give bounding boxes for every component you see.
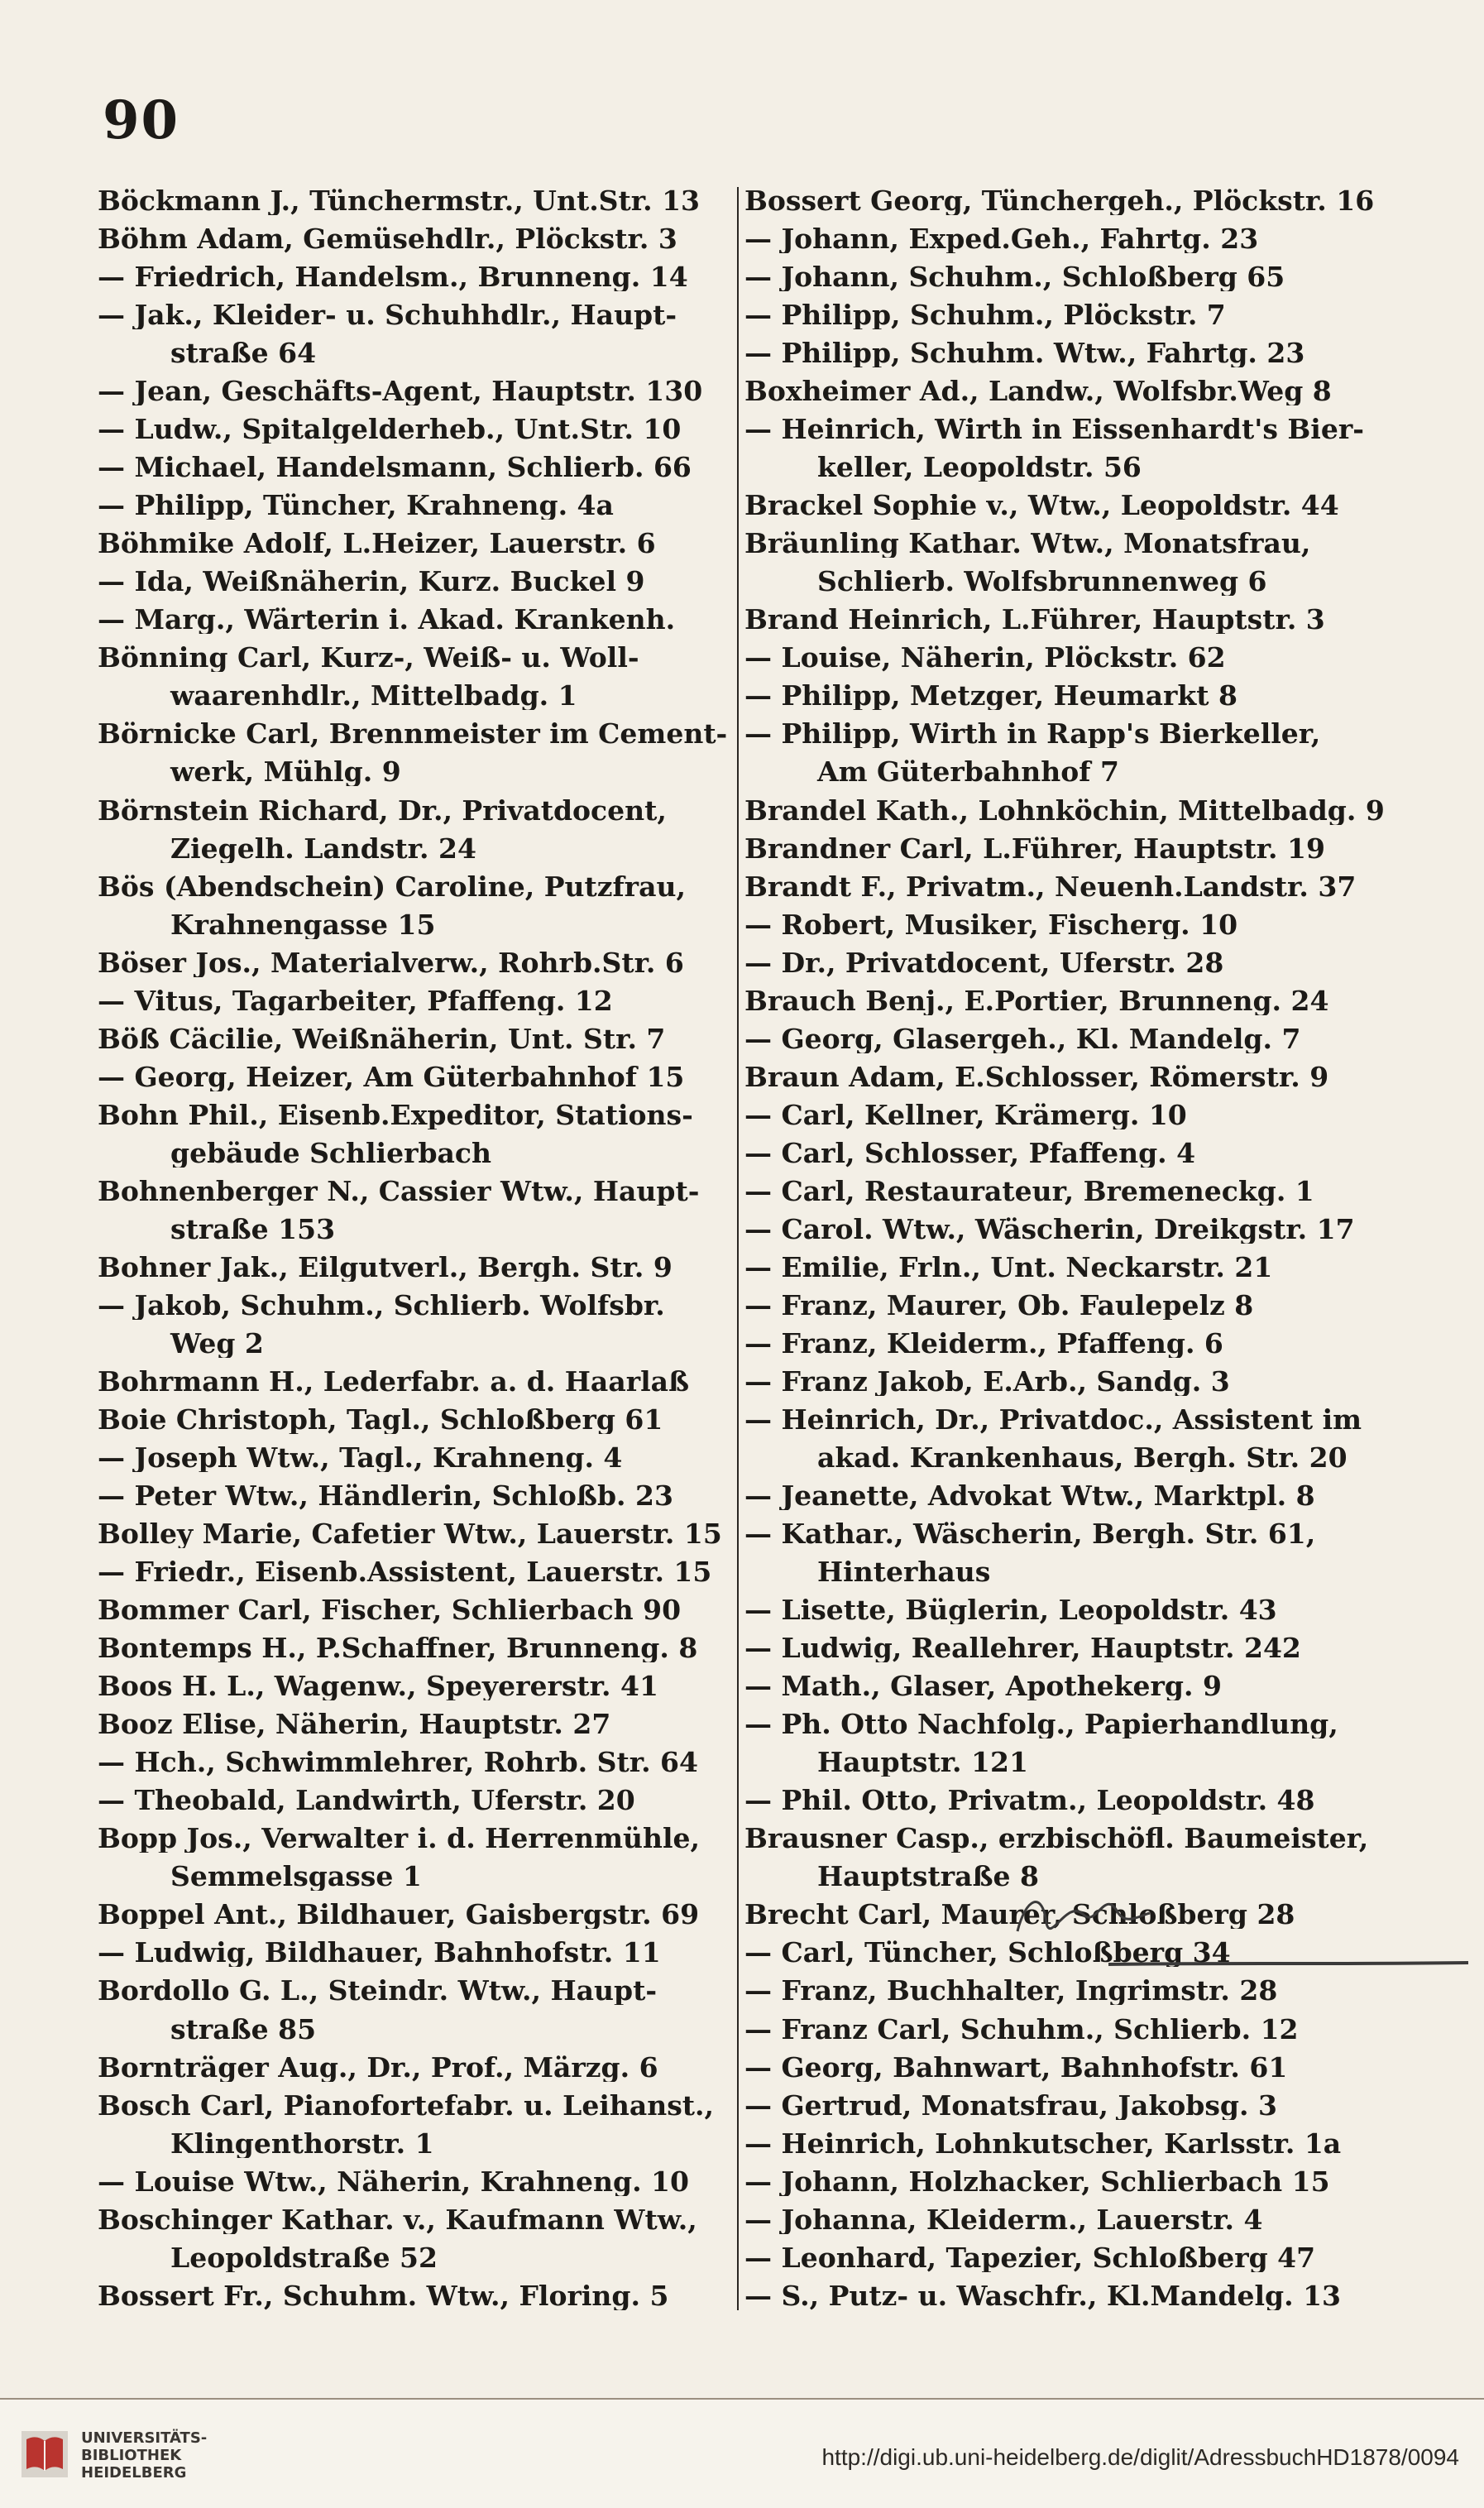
directory-entry: Brandner Carl, L.Führer, Hauptstr. 19 <box>744 834 1325 863</box>
directory-entry: — Jeanette, Advokat Wtw., Marktpl. 8 <box>744 1482 1315 1511</box>
directory-entry: Böhmike Adolf, L.Heizer, Lauerstr. 6 <box>98 530 656 559</box>
directory-entry-continuation: straße 64 <box>170 339 317 368</box>
directory-entry: — Emilie, Frln., Unt. Neckarstr. 21 <box>744 1253 1273 1282</box>
directory-entry: Böhm Adam, Gemüsehdlr., Plöckstr. 3 <box>98 225 677 254</box>
directory-entry: — Friedrich, Handelsm., Brunneng. 14 <box>98 263 688 292</box>
directory-entry: — Heinrich, Lohnkutscher, Karlsstr. 1a <box>744 2129 1342 2158</box>
directory-entry: Bohrmann H., Lederfabr. a. d. Haarlaß <box>98 1367 690 1396</box>
directory-entry-continuation: Hinterhaus <box>817 1558 991 1587</box>
directory-entry: Bohnenberger N., Cassier Wtw., Haupt- <box>98 1177 700 1206</box>
directory-entry: Böß Cäcilie, Weißnäherin, Unt. Str. 7 <box>98 1024 666 1053</box>
library-logo-icon <box>22 2431 68 2477</box>
directory-entry-continuation: Weg 2 <box>170 1329 264 1358</box>
directory-entry: — Dr., Privatdocent, Uferstr. 28 <box>744 948 1224 977</box>
directory-entry: Börnstein Richard, Dr., Privatdocent, <box>98 796 667 825</box>
directory-entry: Bossert Fr., Schuhm. Wtw., Floring. 5 <box>98 2281 669 2310</box>
directory-entry-continuation: Hauptstr. 121 <box>817 1748 1028 1777</box>
directory-entry: — Leonhard, Tapezier, Schloßberg 47 <box>744 2243 1316 2272</box>
directory-entry: Brandt F., Privatm., Neuenh.Landstr. 37 <box>744 872 1357 901</box>
right-column <box>744 187 1385 2310</box>
directory-entry: — Johann, Holzhacker, Schlierbach 15 <box>744 2167 1330 2196</box>
directory-entry: — Philipp, Schuhm., Plöckstr. 7 <box>744 301 1226 330</box>
page-number: 90 <box>103 89 180 151</box>
directory-entry: Bönning Carl, Kurz-, Weiß- u. Woll- <box>98 644 639 673</box>
directory-entry: — Friedr., Eisenb.Assistent, Lauerstr. 15 <box>98 1558 712 1587</box>
directory-entry-continuation: waarenhdlr., Mittelbadg. 1 <box>170 682 577 711</box>
column-divider <box>737 187 739 2310</box>
directory-entry: — Vitus, Tagarbeiter, Pfaffeng. 12 <box>98 986 613 1015</box>
directory-entry: — Franz Jakob, E.Arb., Sandg. 3 <box>744 1367 1230 1396</box>
directory-entry: Bordollo G. L., Steindr. Wtw., Haupt- <box>98 1977 658 2006</box>
directory-entry: — S., Putz- u. Waschfr., Kl.Mandelg. 13 <box>744 2281 1342 2310</box>
directory-entry: — Ludwig, Bildhauer, Bahnhofstr. 11 <box>98 1939 661 1968</box>
directory-entry: Boxheimer Ad., Landw., Wolfsbr.Weg 8 <box>744 377 1332 406</box>
directory-entry: — Carl, Tüncher, Schloßberg 34 <box>744 1939 1231 1968</box>
directory-entry: Bolley Marie, Cafetier Wtw., Lauerstr. 15 <box>98 1520 722 1549</box>
directory-entry: Booz Elise, Näherin, Hauptstr. 27 <box>98 1710 611 1739</box>
directory-entry-continuation: straße 153 <box>170 1215 336 1244</box>
directory-entry: — Jak., Kleider- u. Schuhhdlr., Haupt- <box>98 301 677 330</box>
directory-entry: — Philipp, Tüncher, Krahneng. 4a <box>98 492 614 520</box>
directory-entry: Boos H. L., Wagenw., Speyererstr. 41 <box>98 1672 658 1701</box>
directory-entry-continuation: straße 85 <box>170 2015 317 2044</box>
directory-entry-continuation: Schlierb. Wolfsbrunnenweg 6 <box>817 568 1267 597</box>
directory-entry: Brackel Sophie v., Wtw., Leopoldstr. 44 <box>744 492 1339 520</box>
directory-entry: Boppel Ant., Bildhauer, Gaisbergstr. 69 <box>98 1901 700 1930</box>
directory-entry: Bommer Carl, Fischer, Schlierbach 90 <box>98 1596 682 1625</box>
directory-entry-continuation: keller, Leopoldstr. 56 <box>817 453 1142 482</box>
directory-entry: — Philipp, Metzger, Heumarkt 8 <box>744 682 1237 711</box>
directory-entry: Brecht Carl, Maurer, Schloßberg 28 <box>744 1901 1295 1930</box>
directory-entry: — Hch., Schwimmlehrer, Rohrb. Str. 64 <box>98 1748 698 1777</box>
directory-entry-continuation: werk, Mühlg. 9 <box>170 758 401 787</box>
directory-entry: — Philipp, Schuhm. Wtw., Fahrtg. 23 <box>744 339 1305 368</box>
directory-entry: Brauch Benj., E.Portier, Brunneng. 24 <box>744 986 1329 1015</box>
directory-entry-continuation: Am Güterbahnhof 7 <box>817 758 1119 787</box>
directory-entry-continuation: gebäude Schlierbach <box>170 1139 491 1168</box>
directory-entry: — Peter Wtw., Händlerin, Schloßb. 23 <box>98 1482 673 1511</box>
directory-entry: Boie Christoph, Tagl., Schloßberg 61 <box>98 1406 663 1434</box>
directory-entry: — Georg, Glasergeh., Kl. Mandelg. 7 <box>744 1024 1301 1053</box>
left-column <box>98 187 733 2310</box>
directory-entry: Bornträger Aug., Dr., Prof., Märzg. 6 <box>98 2053 658 2082</box>
directory-entry: Brausner Casp., erzbischöfl. Baumeister, <box>744 1825 1369 1853</box>
directory-entry: Bohner Jak., Eilgutverl., Bergh. Str. 9 <box>98 1253 673 1282</box>
directory-entry-continuation: Leopoldstraße 52 <box>170 2243 438 2272</box>
directory-entry: — Phil. Otto, Privatm., Leopoldstr. 48 <box>744 1786 1315 1815</box>
directory-entry: — Ludw., Spitalgelderheb., Unt.Str. 10 <box>98 415 682 444</box>
footer <box>0 2398 1484 2508</box>
library-logo-text <box>81 2429 207 2482</box>
directory-entry: — Louise, Näherin, Plöckstr. 62 <box>744 644 1226 673</box>
directory-entry-continuation: Klingenthorstr. 1 <box>170 2129 434 2158</box>
directory-entry: — Ida, Weißnäherin, Kurz. Buckel 9 <box>98 568 645 597</box>
directory-entry: — Philipp, Wirth in Rapp's Bierkeller, <box>744 720 1321 749</box>
directory-entry: Bohn Phil., Eisenb.Expeditor, Stations- <box>98 1101 693 1129</box>
directory-entry-continuation: Ziegelh. Landstr. 24 <box>170 834 476 863</box>
directory-entry: — Kathar., Wäscherin, Bergh. Str. 61, <box>744 1520 1316 1549</box>
directory-entry: Bossert Georg, Tünchergeh., Plöckstr. 16 <box>744 187 1375 215</box>
directory-entry: — Lisette, Büglerin, Leopoldstr. 43 <box>744 1596 1277 1625</box>
directory-entry: — Georg, Bahnwart, Bahnhofstr. 61 <box>744 2053 1288 2082</box>
directory-entry: Braun Adam, E.Schlosser, Römerstr. 9 <box>744 1062 1329 1091</box>
directory-entry: — Michael, Handelsmann, Schlierb. 66 <box>98 453 692 482</box>
directory-entry: Bopp Jos., Verwalter i. d. Herrenmühle, <box>98 1825 701 1853</box>
directory-entry: — Marg., Wärterin i. Akad. Krankenh. <box>98 606 676 635</box>
directory-entry: — Ph. Otto Nachfolg., Papierhandlung, <box>744 1710 1338 1739</box>
directory-entry: — Carl, Kellner, Krämerg. 10 <box>744 1101 1187 1129</box>
directory-entry: Brandel Kath., Lohnköchin, Mittelbadg. 9 <box>744 796 1385 825</box>
directory-entry-continuation: akad. Krankenhaus, Bergh. Str. 20 <box>817 1444 1348 1473</box>
directory-entry: — Jean, Geschäfts-Agent, Hauptstr. 130 <box>98 377 703 406</box>
directory-entry: — Heinrich, Dr., Privatdoc., Assistent im <box>744 1406 1362 1434</box>
directory-entry-continuation: Semmelsgasse 1 <box>170 1863 422 1892</box>
logo-line-1: UNIVERSITÄTS- <box>81 2429 208 2447</box>
directory-entry: Böser Jos., Materialverw., Rohrb.Str. 6 <box>98 948 684 977</box>
directory-entry: — Gertrud, Monatsfrau, Jakobsg. 3 <box>744 2091 1277 2120</box>
directory-entry: — Franz, Kleiderm., Pfaffeng. 6 <box>744 1329 1223 1358</box>
pencil-annotation <box>1009 1865 1472 1973</box>
directory-entry: — Theobald, Landwirth, Uferstr. 20 <box>98 1786 635 1815</box>
directory-entry: Bosch Carl, Pianofortefabr. u. Leihanst., <box>98 2091 715 2120</box>
directory-entry: Boschinger Kathar. v., Kaufmann Wtw., <box>98 2205 697 2234</box>
directory-entry: Böckmann J., Tünchermstr., Unt.Str. 13 <box>98 187 701 215</box>
directory-entry: — Louise Wtw., Näherin, Krahneng. 10 <box>98 2167 689 2196</box>
directory-entry: — Georg, Heizer, Am Güterbahnhof 15 <box>98 1062 685 1091</box>
directory-entry: — Carol. Wtw., Wäscherin, Dreikgstr. 17 <box>744 1215 1355 1244</box>
directory-entry: — Johann, Exped.Geh., Fahrtg. 23 <box>744 225 1259 254</box>
directory-entry: — Robert, Musiker, Fischerg. 10 <box>744 910 1238 939</box>
source-url-link[interactable]: http://digi.ub.uni-heidelberg.de/diglit/AdressbuchHD1878/0094 <box>821 2444 1459 2470</box>
logo-line-3: HEIDELBERG <box>81 2464 187 2482</box>
directory-entry: Börnicke Carl, Brennmeister im Cement- <box>98 720 728 749</box>
directory-entry: — Franz Carl, Schuhm., Schlierb. 12 <box>744 2015 1299 2044</box>
directory-entry: — Carl, Restaurateur, Bremeneckg. 1 <box>744 1177 1314 1206</box>
directory-entry: — Johann, Schuhm., Schloßberg 65 <box>744 263 1285 292</box>
directory-entry: Bräunling Kathar. Wtw., Monatsfrau, <box>744 530 1311 559</box>
directory-entry: — Franz, Buchhalter, Ingrimstr. 28 <box>744 1977 1278 2006</box>
directory-entry: — Joseph Wtw., Tagl., Krahneng. 4 <box>98 1444 623 1473</box>
directory-entry: Bontemps H., P.Schaffner, Brunneng. 8 <box>98 1634 698 1663</box>
directory-entry: — Johanna, Kleiderm., Lauerstr. 4 <box>744 2205 1263 2234</box>
directory-columns <box>98 187 1385 2310</box>
directory-entry-continuation: Krahnengasse 15 <box>170 910 436 939</box>
directory-entry: — Franz, Maurer, Ob. Faulepelz 8 <box>744 1291 1254 1320</box>
directory-entry-continuation: Hauptstraße 8 <box>817 1863 1039 1892</box>
directory-entry: — Math., Glaser, Apothekerg. 9 <box>744 1672 1222 1701</box>
directory-entry: — Heinrich, Wirth in Eissenhardt's Bier- <box>744 415 1364 444</box>
logo-line-2: BIBLIOTHEK <box>81 2447 182 2464</box>
directory-entry: — Jakob, Schuhm., Schlierb. Wolfsbr. <box>98 1291 665 1320</box>
directory-entry: Bös (Abendschein) Caroline, Putzfrau, <box>98 872 686 901</box>
directory-entry: — Carl, Schlosser, Pfaffeng. 4 <box>744 1139 1196 1168</box>
directory-entry: Brand Heinrich, L.Führer, Hauptstr. 3 <box>744 606 1325 635</box>
directory-entry: — Ludwig, Reallehrer, Hauptstr. 242 <box>744 1634 1301 1663</box>
